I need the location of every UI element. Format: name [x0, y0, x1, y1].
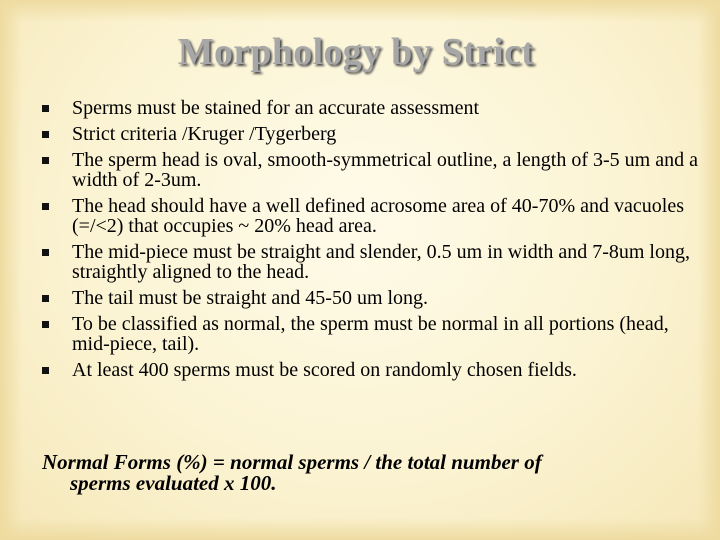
square-bullet-icon	[42, 157, 49, 164]
bullet-list	[42, 98, 702, 386]
bullet-text: The mid-piece must be straight and slender, 0.5 um in width and 7-8um long, straightly aligned to the head.	[72, 241, 690, 283]
bullet-item	[42, 242, 702, 282]
bullet-item	[42, 314, 702, 354]
bullet-text: Sperms must be stained for an accurate assessment	[72, 97, 480, 119]
bullet-text: The sperm head is oval, smooth-symmetrical outline, a length of 3-5 um and a width of 2-3um.	[72, 149, 698, 191]
formula-text	[42, 452, 662, 494]
square-bullet-icon	[42, 249, 49, 256]
formula-line-1: Normal Forms (%) = normal sperms / the total number of	[42, 450, 542, 474]
slide-edge-bottom	[0, 518, 720, 540]
square-bullet-icon	[42, 105, 49, 112]
bullet-text: To be classified as normal, the sperm must be normal in all portions (head, mid-piece, tail).	[72, 313, 669, 355]
slide-title: Morphology by Strict	[177, 31, 535, 73]
square-bullet-icon	[42, 203, 49, 210]
bullet-item	[42, 150, 702, 190]
square-bullet-icon	[42, 295, 49, 302]
formula-line-2: sperms evaluated x 100.	[70, 471, 277, 495]
bullet-text: At least 400 sperms must be scored on randomly chosen fields.	[72, 359, 577, 381]
slide-edge-left	[0, 0, 22, 540]
slide-edge-top	[0, 0, 720, 22]
bullet-text: The head should have a well defined acrosome area of 40-70% and vacuoles (=/<2) that occupies ~ 20% head area.	[72, 195, 684, 237]
bullet-item	[42, 196, 702, 236]
square-bullet-icon	[42, 131, 49, 138]
bullet-item	[42, 360, 702, 380]
bullet-item	[42, 124, 702, 144]
bullet-text: The tail must be straight and 45-50 um long.	[72, 287, 429, 309]
bullet-text: Strict criteria /Kruger /Tygerberg	[72, 123, 337, 145]
bullet-item	[42, 98, 702, 118]
square-bullet-icon	[42, 367, 49, 374]
bullet-item	[42, 288, 702, 308]
square-bullet-icon	[42, 321, 49, 328]
